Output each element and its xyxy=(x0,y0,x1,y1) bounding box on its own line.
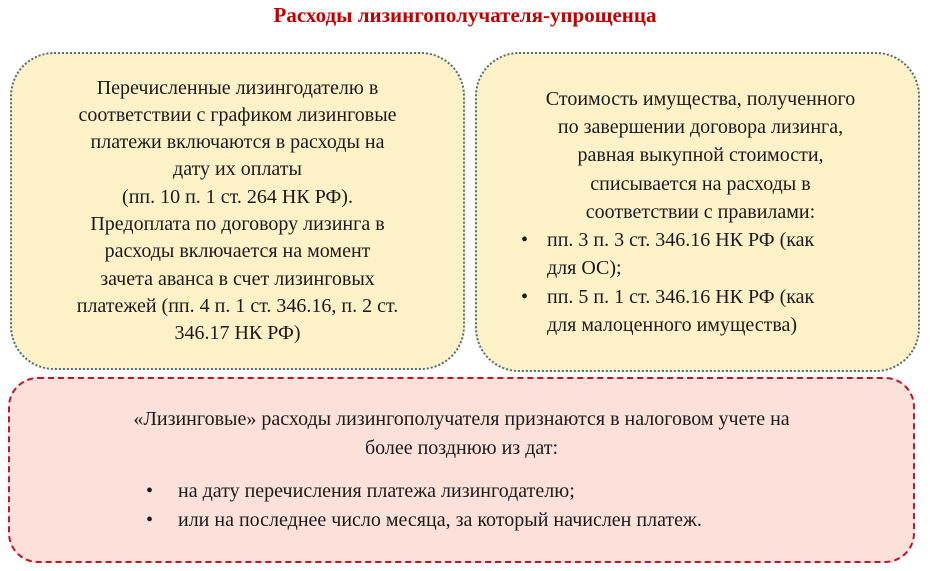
left-box-line: дату их оплаты xyxy=(173,158,302,181)
list-item xyxy=(505,283,896,340)
list-item-line: • пп. 3 п. 3 ст. 346.16 НК РФ (как xyxy=(547,229,815,252)
right-box-line: по завершении договора лизинга, xyxy=(557,115,844,138)
left-box-line: соответствии с графиком лизинговые xyxy=(78,103,397,126)
list-item-line: для малоценного имущества) xyxy=(547,314,798,337)
list-item xyxy=(505,226,896,283)
right-box-line: равная выкупной стоимости, xyxy=(577,144,824,167)
left-box-line: зачета аванса в счет лизинговых xyxy=(100,267,375,290)
list-item-line: • пп. 5 п. 1 ст. 346.16 НК РФ (как xyxy=(547,285,815,308)
left-box-line: 346.17 НК РФ) xyxy=(174,322,301,345)
bottom-box-line: «Лизинговые» расходы лизингополучателя признаются в налоговом учете на xyxy=(133,407,790,430)
expense-recognition-intro xyxy=(50,405,873,463)
left-box-line: платежей (пп. 4 п. 1 ст. 346.16, п. 2 ст. xyxy=(76,294,399,317)
property-cost-intro xyxy=(505,85,896,226)
property-rules-list xyxy=(505,226,896,339)
property-cost-box xyxy=(475,52,920,372)
left-box-line: Перечисленные лизингодателю в xyxy=(96,76,379,99)
list-item-line: для ОС); xyxy=(547,257,622,280)
right-box-line: Стоимость имущества, полученного xyxy=(545,87,856,110)
left-box-line: платежи включаются в расходы на xyxy=(90,131,385,154)
left-box-line: расходы включается на момент xyxy=(104,240,371,263)
expense-recognition-box xyxy=(8,377,915,563)
page-title: Расходы лизингополучателя-упрощенца xyxy=(273,3,657,27)
bottom-box-line: более позднюю из дат: xyxy=(364,436,559,459)
left-box-line: Предоплата по договору лизинга в xyxy=(90,213,385,235)
list-item: • или на последнее число месяца, за который начислен платеж. xyxy=(50,506,873,536)
right-box-line: списывается на расходы в xyxy=(590,172,811,195)
leasing-payments-box xyxy=(10,52,465,370)
list-item: • на дату перечисления платежа лизингодателю; xyxy=(50,477,873,507)
left-box-line: (пп. 10 п. 1 ст. 264 НК РФ). xyxy=(122,185,353,208)
recognition-dates-list xyxy=(50,477,873,536)
right-box-line: соответствии с правилами: xyxy=(585,200,816,223)
